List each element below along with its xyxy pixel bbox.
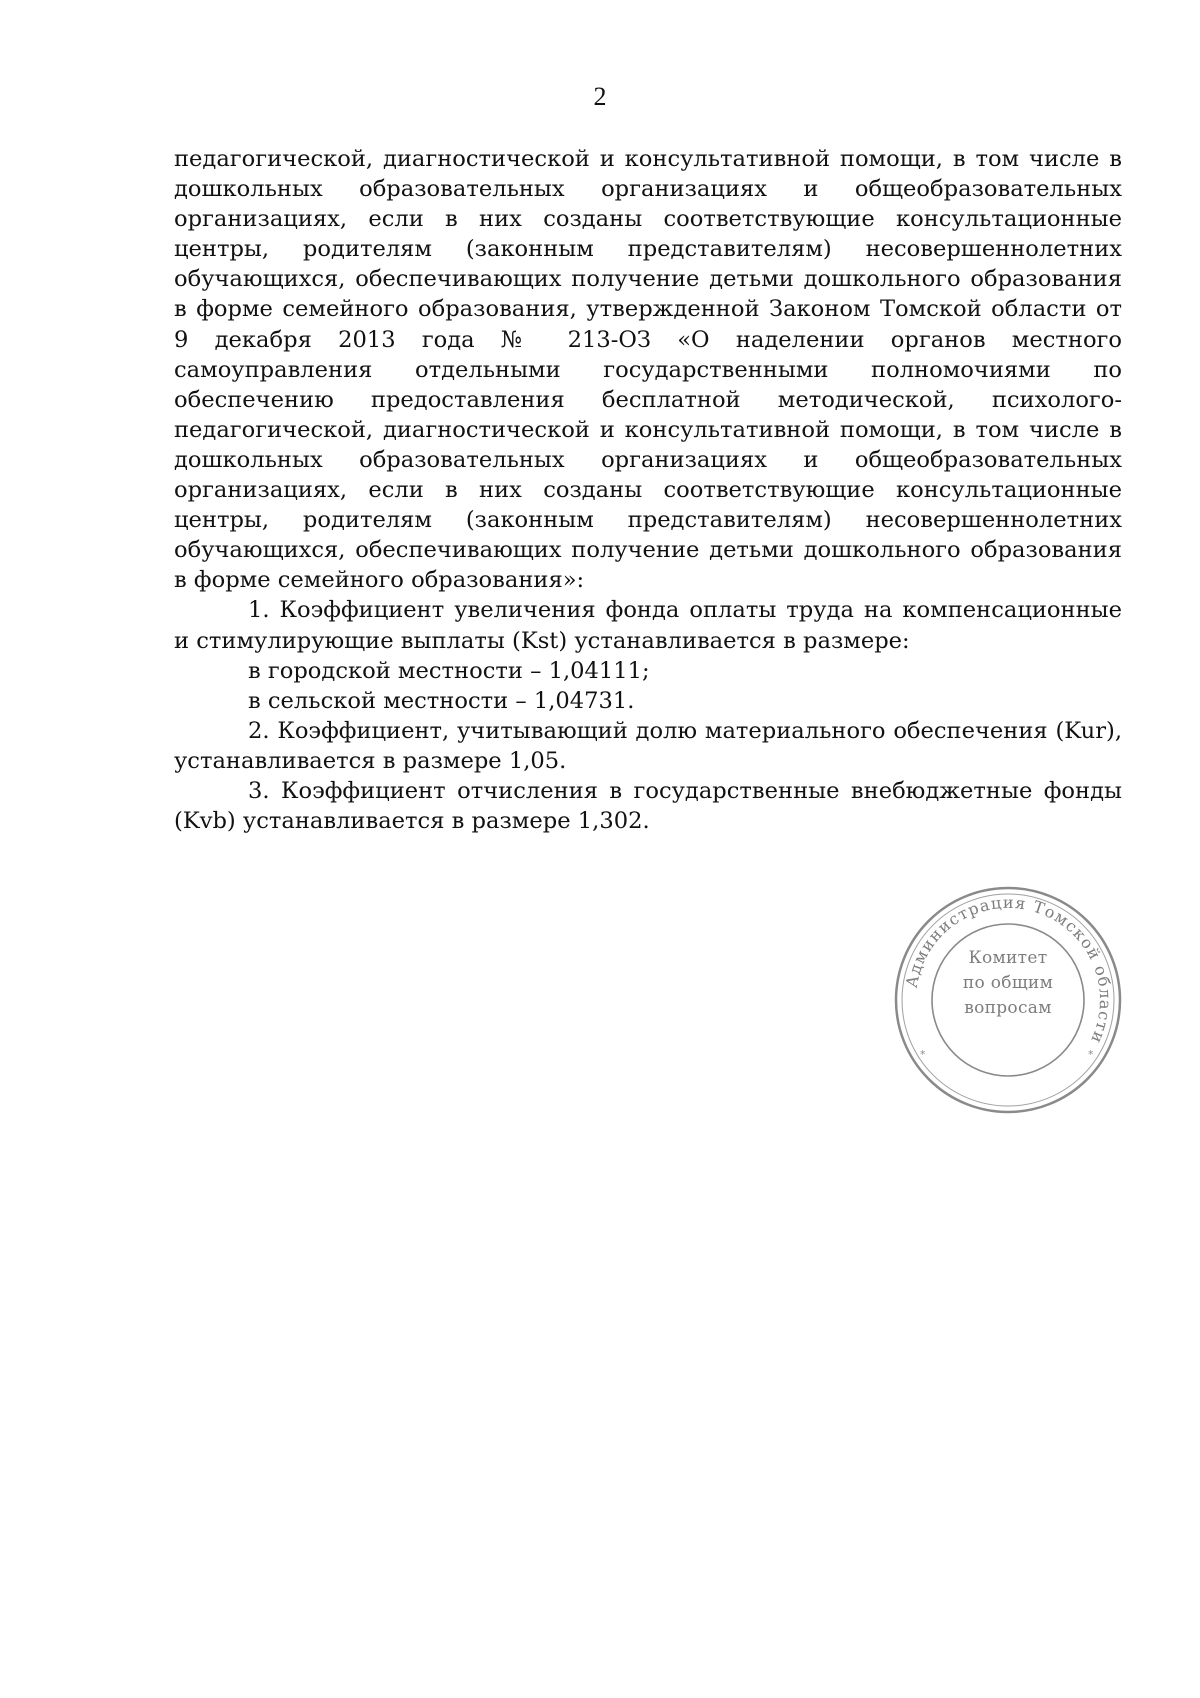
stamp-ring-text: Администрация Томской области — [901, 892, 1116, 1048]
document-body — [174, 144, 1122, 836]
stamp-center-line-2: по общим — [962, 973, 1054, 993]
stamp-star-right: * — [1088, 1048, 1094, 1061]
intro-paragraph: педагогической, диагностической и консультативной помощи, в том числе в дошкольных образовательных организациях и общеобразовательных организациях, если в них созданы соответствующие консультационные центры, родителям (законным представителям) несовершеннолетних обучающихся, обеспечивающих получение детьми дошкольного образования в форме семейного образования, утвержденной Законом Томской области от 9 декабря 2013 года № 213-ОЗ «О наделении органов местного самоуправления отдельными государственными полномочиями по обеспечению предоставления бесплатной методической, психолого-педагогической, диагностической и консультативной помощи, в том числе в дошкольных образовательных организациях и общеобразовательных организациях, если в них созданы соответствующие консультационные центры, родителям (законным представителям) несовершеннолетних обучающихся, обеспечивающих получение детьми дошкольного образования в форме семейного образования»: — [174, 146, 1122, 594]
page-number: 2 — [593, 82, 607, 111]
item-1-urban-line: в городской местности – 1,04111; — [248, 657, 650, 684]
stamp-center-text — [888, 880, 1128, 1021]
item-1-rural-line: в сельской местности – 1,04731. — [248, 687, 635, 714]
stamp-center-line-3: вопросам — [964, 998, 1052, 1018]
item-3-paragraph: 3. Коэффициент отчисления в государственные внебюджетные фонды (Kvb) устанавливается в размере 1,302. — [174, 777, 1122, 835]
item-1-paragraph: 1. Коэффициент увеличения фонда оплаты труда на компенсационные и стимулирующие выплаты (Kst) устанавливается в размере: — [174, 597, 1122, 654]
stamp-center-line-1: Комитет — [968, 948, 1048, 968]
item-2-paragraph: 2. Коэффициент, учитывающий долю материального обеспечения (Kur), устанавливается в размере 1,05. — [174, 717, 1122, 774]
official-stamp — [888, 880, 1128, 1120]
stamp-star-left: * — [920, 1048, 926, 1061]
